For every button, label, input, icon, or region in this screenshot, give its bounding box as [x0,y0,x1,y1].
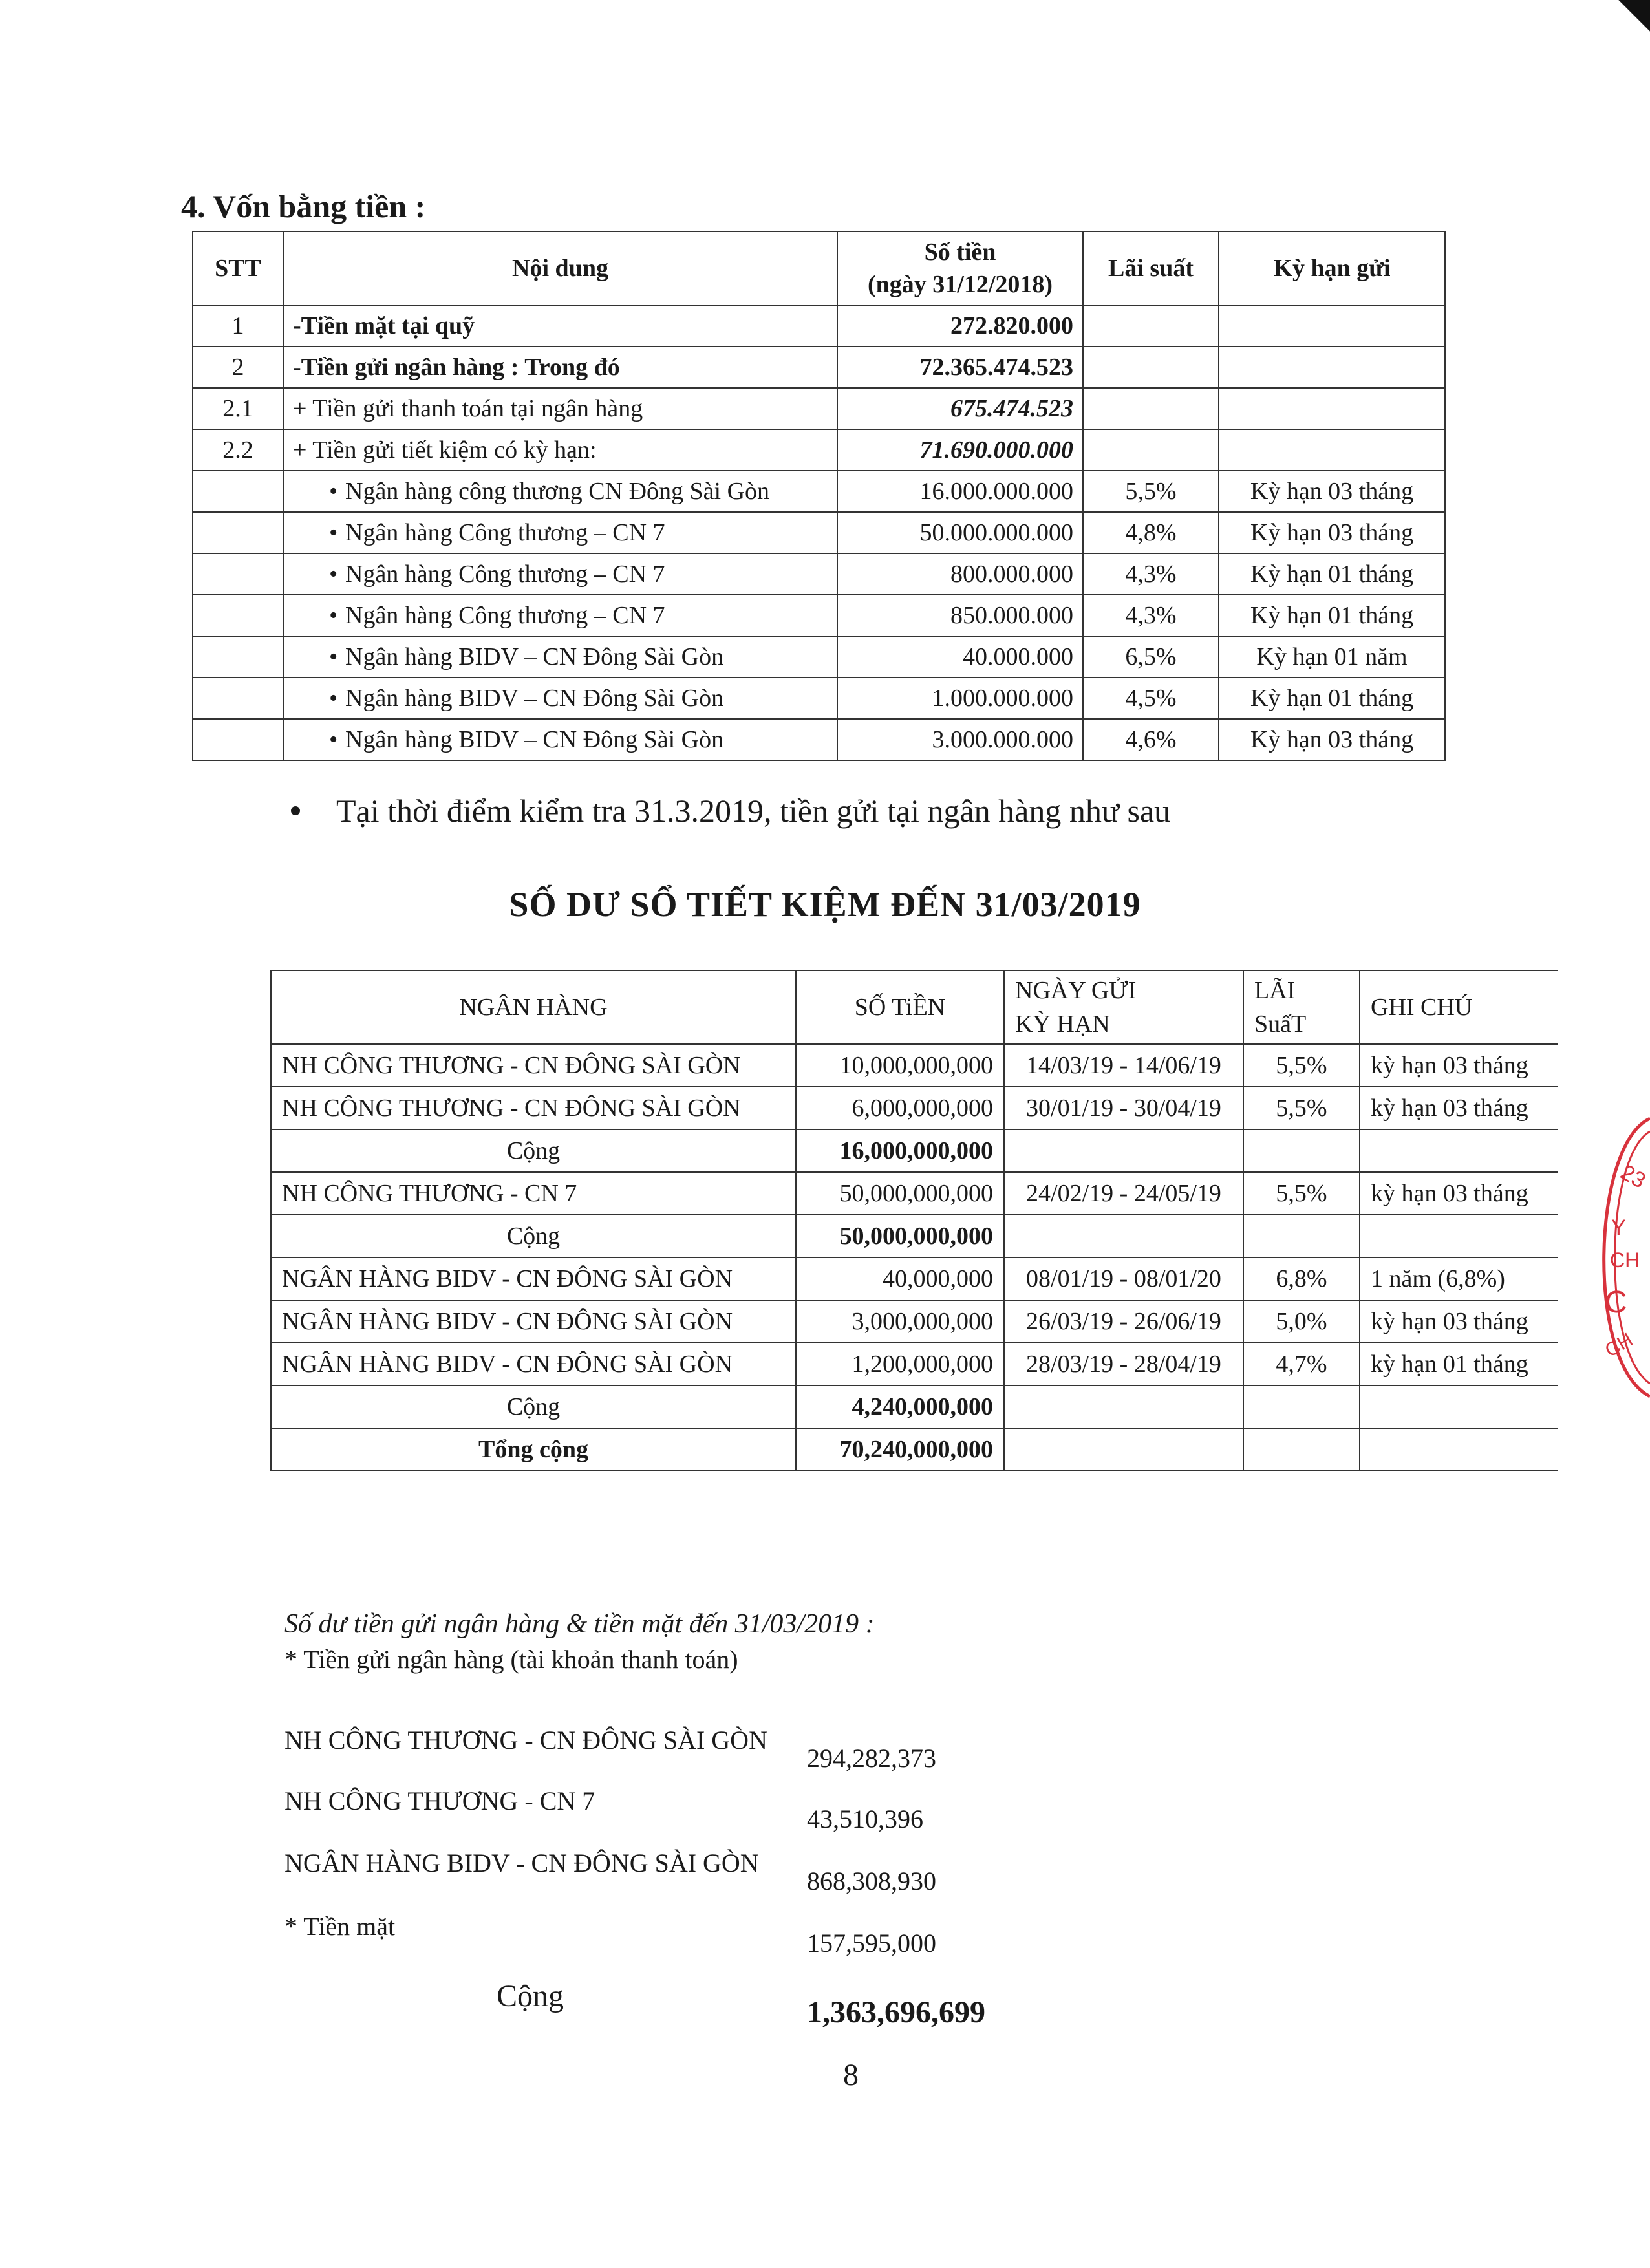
row-term [1219,429,1445,471]
row-interest: 5,5% [1243,1087,1360,1129]
row-rate: 4,3% [1083,553,1219,595]
row-amount: 50.000.000.000 [837,512,1083,553]
svg-text:23: 23 [1616,1160,1650,1193]
row-term: Kỳ hạn 03 tháng [1219,512,1445,553]
savings-table-header [271,970,1558,1044]
row-content: • Ngân hàng BIDV – CN Đông Sài Gòn [283,636,837,678]
row-term: Kỳ hạn 01 tháng [1219,553,1445,595]
capital-table-body [193,305,1445,760]
inspection-note-text: Tại thời điểm kiểm tra 31.3.2019, tiền gửi tại ngân hàng như sau [336,793,1171,829]
balance-total-amount: 1,363,696,699 [807,1995,985,2029]
row-rate [1083,388,1219,429]
row-rate [1083,347,1219,388]
row-period [1004,1385,1243,1428]
page-number: 8 [843,2058,859,2092]
capital-row [193,678,1445,719]
row-note [1360,1215,1558,1257]
row-note: kỳ hạn 03 tháng [1360,1172,1558,1215]
cash-amount: 157,595,000 [807,1929,936,1958]
header-amount-line1: Số tiền [924,239,996,266]
row-amount: 272.820.000 [837,305,1083,347]
row-term: Kỳ hạn 03 tháng [1219,471,1445,512]
savings-row [271,1300,1558,1343]
row-amount: 675.474.523 [837,388,1083,429]
row-savings-amount: 40,000,000 [796,1257,1004,1300]
svg-text:Y: Y [1611,1215,1626,1240]
header-date-line1: NGÀY GỬI [1015,977,1137,1004]
row-note [1360,1428,1558,1471]
capital-table [192,231,1446,761]
header-interest-line1: LÃI [1254,977,1296,1004]
svg-text:CH: CH [1602,1329,1637,1362]
row-rate: 5,5% [1083,471,1219,512]
row-rate [1083,429,1219,471]
bullet-icon [291,806,300,815]
balance-item-amount: 868,308,930 [807,1867,936,1896]
balance-total-label: Cộng [497,1979,564,2013]
row-period: 14/03/19 - 14/06/19 [1004,1044,1243,1087]
balance-item-name: NGÂN HÀNG BIDV - CN ĐÔNG SÀI GÒN [284,1848,759,1878]
row-amount: 850.000.000 [837,595,1083,636]
row-rate [1083,305,1219,347]
row-amount: 800.000.000 [837,553,1083,595]
savings-row [271,1257,1558,1300]
row-term: Kỳ hạn 03 tháng [1219,719,1445,760]
section-title: 4. Vốn bằng tiền : [181,188,426,224]
header-interest-line2: SuấT [1254,1011,1307,1038]
capital-row [193,429,1445,471]
row-period: 08/01/19 - 08/01/20 [1004,1257,1243,1300]
savings-row [271,1172,1558,1215]
row-interest [1243,1428,1360,1471]
row-bank: Cộng [271,1215,796,1257]
row-amount: 72.365.474.523 [837,347,1083,388]
row-rate: 6,5% [1083,636,1219,678]
balance-item-name: NH CÔNG THƯƠNG - CN 7 [284,1786,595,1815]
capital-table-header [193,231,1445,305]
savings-subtotal-row [271,1215,1558,1257]
row-interest: 6,8% [1243,1257,1360,1300]
capital-row [193,347,1445,388]
row-period [1004,1129,1243,1172]
row-bank: Cộng [271,1129,796,1172]
row-content: • Ngân hàng BIDV – CN Đông Sài Gòn [283,719,837,760]
row-rate: 4,8% [1083,512,1219,553]
row-period [1004,1428,1243,1471]
row-bank: NH CÔNG THƯƠNG - CN ĐÔNG SÀI GÒN [271,1044,796,1087]
header-amount-line2: (ngày 31/12/2018) [867,271,1053,298]
row-term: Kỳ hạn 01 năm [1219,636,1445,678]
row-stt [193,553,283,595]
row-note [1360,1385,1558,1428]
row-bank: NGÂN HÀNG BIDV - CN ĐÔNG SÀI GÒN [271,1257,796,1300]
svg-text:CH: CH [1610,1248,1640,1272]
capital-row [193,512,1445,553]
capital-row [193,471,1445,512]
row-savings-amount: 50,000,000,000 [796,1172,1004,1215]
row-content: -Tiền mặt tại quỹ [283,305,837,347]
red-seal-stamp [1579,1106,1650,1409]
row-content: • Ngân hàng Công thương – CN 7 [283,553,837,595]
row-stt [193,595,283,636]
row-interest: 5,0% [1243,1300,1360,1343]
row-interest: 5,5% [1243,1044,1360,1087]
row-note: kỳ hạn 03 tháng [1360,1087,1558,1129]
row-stt: 2 [193,347,283,388]
capital-row [193,388,1445,429]
row-period: 26/03/19 - 26/06/19 [1004,1300,1243,1343]
header-amount [837,231,1083,305]
capital-row [193,553,1445,595]
row-stt [193,678,283,719]
row-interest [1243,1215,1360,1257]
balance-item-amount: 43,510,396 [807,1804,923,1834]
row-stt [193,719,283,760]
row-note [1360,1129,1558,1172]
balance-item-name: NH CÔNG THƯƠNG - CN ĐÔNG SÀI GÒN [284,1726,767,1755]
scan-corner-mark [1611,0,1650,39]
row-content: • Ngân hàng Công thương – CN 7 [283,512,837,553]
row-savings-amount: 4,240,000,000 [796,1385,1004,1428]
row-note: kỳ hạn 01 tháng [1360,1343,1558,1385]
row-term [1219,305,1445,347]
row-savings-amount: 3,000,000,000 [796,1300,1004,1343]
capital-row [193,719,1445,760]
balance-intro: Số dư tiền gửi ngân hàng & tiền mặt đến 31/03/2019 : [284,1609,875,1639]
row-note: 1 năm (6,8%) [1360,1257,1558,1300]
row-rate: 4,5% [1083,678,1219,719]
savings-subtotal-row [271,1428,1558,1471]
row-savings-amount: 50,000,000,000 [796,1215,1004,1257]
row-rate: 4,3% [1083,595,1219,636]
row-bank: Tổng cộng [271,1428,796,1471]
row-bank: Cộng [271,1385,796,1428]
svg-text:C: C [1605,1285,1627,1320]
row-amount: 16.000.000.000 [837,471,1083,512]
row-content: + Tiền gửi thanh toán tại ngân hàng [283,388,837,429]
row-interest: 5,5% [1243,1172,1360,1215]
row-interest [1243,1129,1360,1172]
row-savings-amount: 16,000,000,000 [796,1129,1004,1172]
row-savings-amount: 70,240,000,000 [796,1428,1004,1471]
row-content: • Ngân hàng công thương CN Đông Sài Gòn [283,471,837,512]
header-date [1004,970,1243,1044]
row-rate: 4,6% [1083,719,1219,760]
savings-subtotal-row [271,1129,1558,1172]
row-term [1219,347,1445,388]
row-content: + Tiền gửi tiết kiệm có kỳ hạn: [283,429,837,471]
savings-table [270,970,1558,1471]
row-bank: NGÂN HÀNG BIDV - CN ĐÔNG SÀI GÒN [271,1300,796,1343]
capital-row [193,595,1445,636]
row-period: 24/02/19 - 24/05/19 [1004,1172,1243,1215]
savings-subtotal-row [271,1385,1558,1428]
row-content: • Ngân hàng Công thương – CN 7 [283,595,837,636]
row-amount: 40.000.000 [837,636,1083,678]
header-rate: Lãi suất [1083,231,1219,305]
row-stt [193,636,283,678]
header-content: Nội dung [283,231,837,305]
row-stt: 2.2 [193,429,283,471]
savings-table-body [271,1044,1558,1471]
row-savings-amount: 6,000,000,000 [796,1087,1004,1129]
row-period: 28/03/19 - 28/04/19 [1004,1343,1243,1385]
header-savings-amount: SỐ TiỀN [796,970,1004,1044]
savings-title: SỐ DƯ SỔ TIẾT KIỆM ĐẾN 31/03/2019 [509,885,1141,924]
capital-row [193,636,1445,678]
row-bank: NGÂN HÀNG BIDV - CN ĐÔNG SÀI GÒN [271,1343,796,1385]
row-amount: 3.000.000.000 [837,719,1083,760]
row-stt: 2.1 [193,388,283,429]
savings-row [271,1044,1558,1087]
row-term: Kỳ hạn 01 tháng [1219,595,1445,636]
row-bank: NH CÔNG THƯƠNG - CN ĐÔNG SÀI GÒN [271,1087,796,1129]
savings-row [271,1087,1558,1129]
header-bank: NGÂN HÀNG [271,970,796,1044]
capital-row [193,305,1445,347]
savings-row [271,1343,1558,1385]
row-amount: 71.690.000.000 [837,429,1083,471]
header-note: GHI CHÚ [1360,970,1558,1044]
row-period [1004,1215,1243,1257]
row-bank: NH CÔNG THƯƠNG - CN 7 [271,1172,796,1215]
row-savings-amount: 10,000,000,000 [796,1044,1004,1087]
row-content: • Ngân hàng BIDV – CN Đông Sài Gòn [283,678,837,719]
row-stt [193,512,283,553]
row-interest: 4,7% [1243,1343,1360,1385]
deposit-label: * Tiền gửi ngân hàng (tài khoản thanh toán) [284,1645,738,1674]
row-term: Kỳ hạn 01 tháng [1219,678,1445,719]
row-savings-amount: 1,200,000,000 [796,1343,1004,1385]
row-term [1219,388,1445,429]
inspection-note [291,792,1170,829]
row-period: 30/01/19 - 30/04/19 [1004,1087,1243,1129]
header-interest [1243,970,1360,1044]
row-amount: 1.000.000.000 [837,678,1083,719]
row-stt [193,471,283,512]
balance-item-amount: 294,282,373 [807,1744,936,1773]
row-content: -Tiền gửi ngân hàng : Trong đó [283,347,837,388]
row-note: kỳ hạn 03 tháng [1360,1044,1558,1087]
header-stt: STT [193,231,283,305]
header-term: Kỳ hạn gửi [1219,231,1445,305]
row-interest [1243,1385,1360,1428]
row-stt: 1 [193,305,283,347]
row-note: kỳ hạn 03 tháng [1360,1300,1558,1343]
cash-label: * Tiền mặt [284,1912,396,1941]
header-date-line2: KỲ HẠN [1015,1011,1110,1038]
